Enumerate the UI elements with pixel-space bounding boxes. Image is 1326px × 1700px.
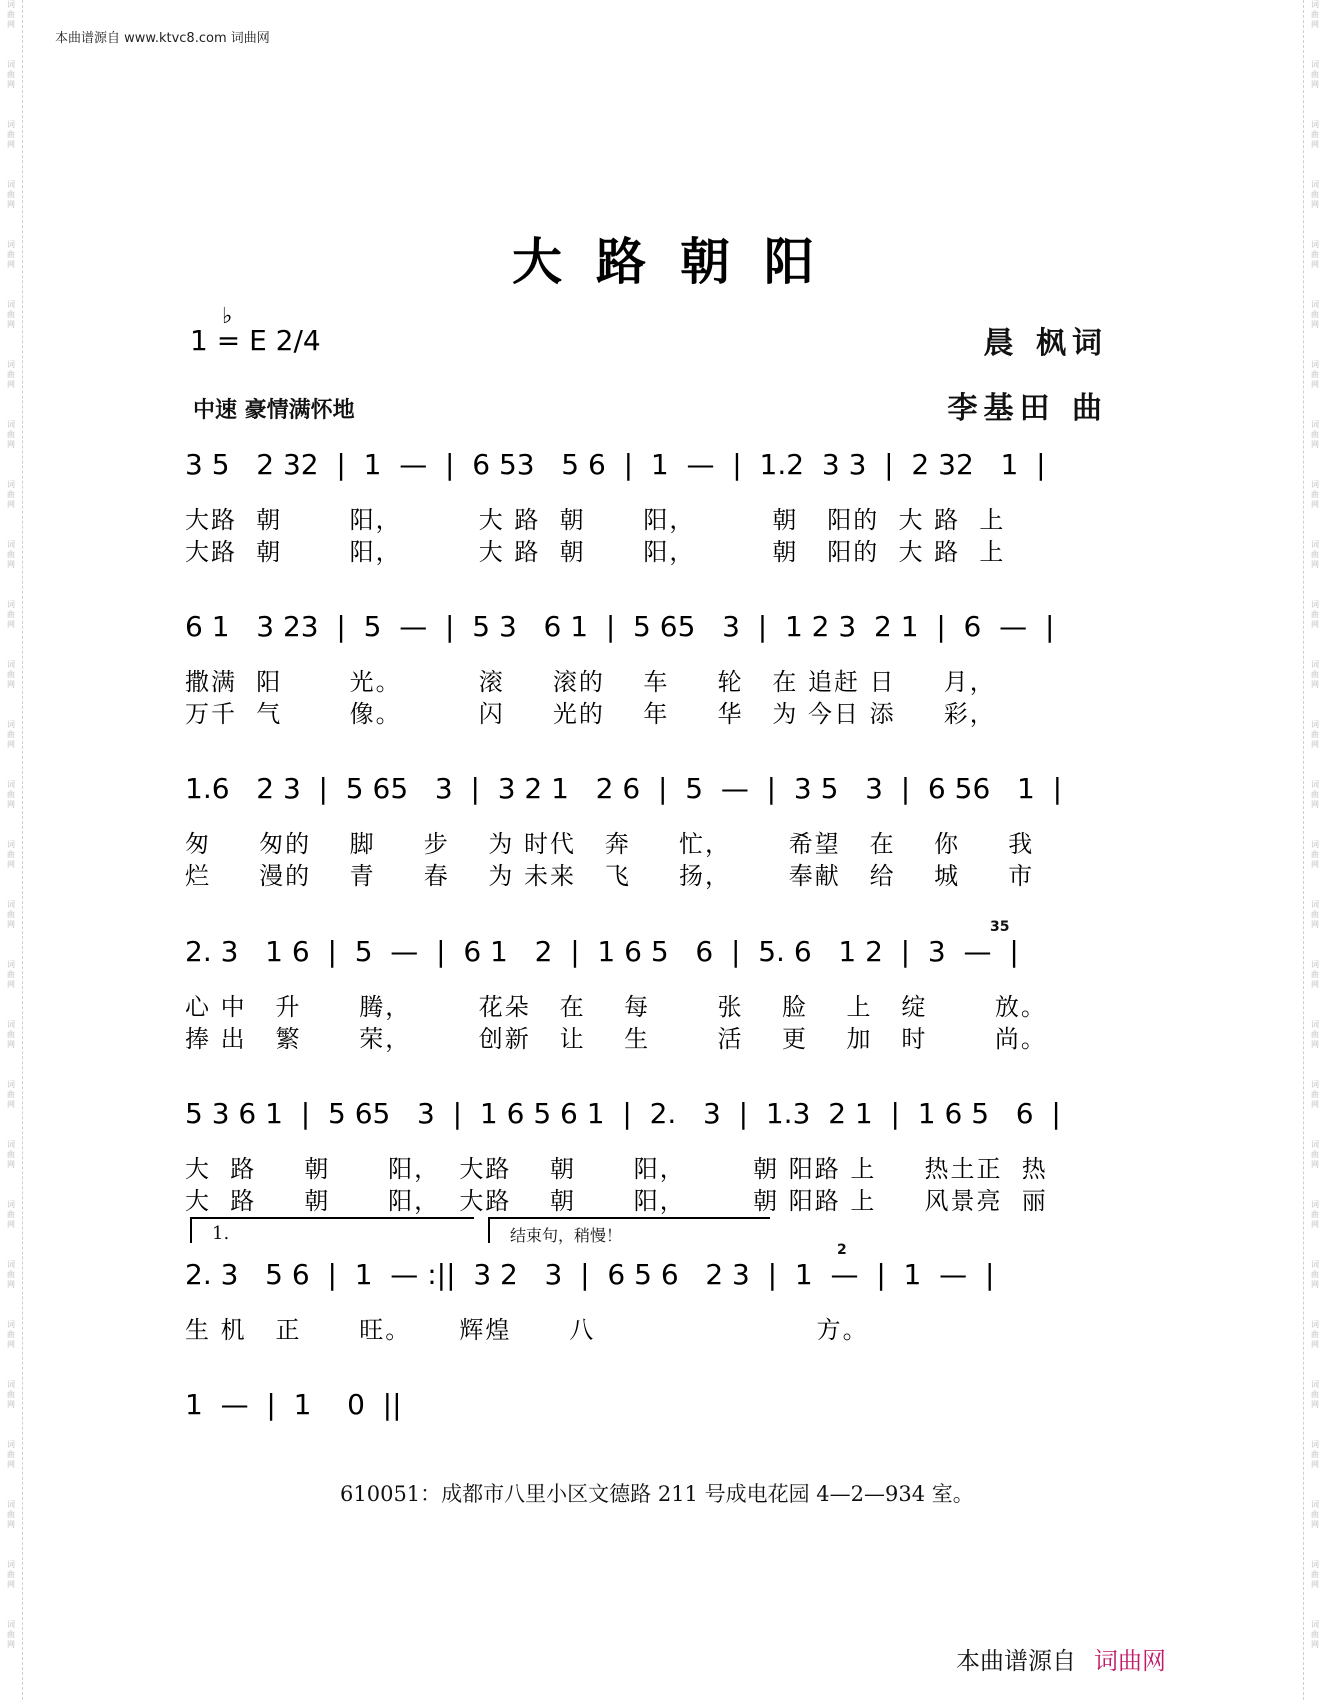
watermark-unit: 词曲网 <box>7 960 15 989</box>
watermark-unit: 词曲网 <box>1311 1380 1319 1409</box>
watermark-unit: 词曲网 <box>1311 660 1319 689</box>
watermark-unit: 词曲网 <box>1311 1320 1319 1349</box>
watermark-unit: 词曲网 <box>7 1440 15 1469</box>
score-system-1 <box>185 448 1115 564</box>
watermark-unit: 词曲网 <box>1311 720 1319 749</box>
watermark-unit: 词曲网 <box>7 420 15 449</box>
watermark-unit: 词曲网 <box>1311 780 1319 809</box>
tempo-marking: 中速 豪情满怀地 <box>193 398 355 423</box>
lyric-verse-1: 大路 朝 阳， 大 路 朝 阳， 朝 阳的 大 路 上 <box>185 506 1006 534</box>
watermark-unit: 词曲网 <box>1311 840 1319 869</box>
lyric-verse-2: 大 路 朝 阳， 大路 朝 阳， 朝 阳路 上 风景亮 丽 <box>185 1187 1048 1215</box>
lyric-verse-1: 匆 匆的 脚 步 为 时代 奔 忙， 希望 在 你 我 <box>185 830 1035 858</box>
flat-symbol: ♭ <box>222 304 233 329</box>
key-text: 1 = E 2/4 <box>190 324 321 357</box>
lyric-verse-1: 撒满 阳 光。 滚 滚的 车 轮 在 追赶 日 月， <box>185 668 996 696</box>
watermark-unit: 词曲网 <box>7 1380 15 1409</box>
watermark-unit: 词曲网 <box>7 360 15 389</box>
contact-address: 610051：成都市八里小区文德路 211 号成电花园 4—2—934 室。 <box>340 1482 974 1506</box>
lyricist: 晨 枫词 <box>983 326 1108 361</box>
watermark-unit: 词曲网 <box>1311 1080 1319 1109</box>
watermark-unit: 词曲网 <box>1311 60 1319 89</box>
score-system-7 <box>185 1388 1115 1428</box>
watermark-unit: 词曲网 <box>1311 240 1319 269</box>
score-system-4 <box>185 919 1115 1053</box>
watermark-unit: 词曲网 <box>1311 960 1319 989</box>
watermark-unit: 词曲网 <box>7 1020 15 1049</box>
notation-line: 2. 3 5 6 | 1 — :|| 3 2 3 | 6 5 6 2 3 | 1 — | 1 — | <box>185 1258 995 1291</box>
score-system-5 <box>185 1097 1115 1213</box>
lyric-verse-1: 心 中 升 腾， 花朵 在 每 张 脸 上 绽 放。 <box>185 993 1047 1021</box>
watermark-unit: 词曲网 <box>7 0 15 29</box>
watermark-unit: 词曲网 <box>7 1620 15 1649</box>
grace-note: 35 <box>990 919 1010 935</box>
watermark-unit: 词曲网 <box>1311 300 1319 329</box>
watermark-unit: 词曲网 <box>1311 600 1319 629</box>
watermark-unit: 词曲网 <box>7 1260 15 1289</box>
watermark-unit: 词曲网 <box>7 720 15 749</box>
watermark-unit: 词曲网 <box>7 240 15 269</box>
second-ending-number: 2 <box>837 1242 847 1258</box>
second-ending-bracket <box>488 1217 770 1243</box>
watermark-unit: 词曲网 <box>7 180 15 209</box>
lyric-verse-2: 烂 漫的 青 春 为 未来 飞 扬， 奉献 给 城 市 <box>185 862 1035 890</box>
watermark-unit: 词曲网 <box>7 1140 15 1169</box>
notation-line: 1 — | 1 0 || <box>185 1388 402 1421</box>
watermark-unit: 词曲网 <box>1311 420 1319 449</box>
notation-line: 1.6 2 3 | 5 65 3 | 3 2 1 2 6 | 5 — | 3 5 3 | 6 56 1 | <box>185 772 1063 805</box>
notation-line: 6 1 3 23 | 5 — | 5 3 6 1 | 5 65 3 | 1 2 3 2 1 | 6 — | <box>185 610 1055 643</box>
notation-line: 5 3 6 1 | 5 65 3 | 1 6 5 6 1 | 2. 3 | 1.3 2 1 | 1 6 5 6 | <box>185 1097 1061 1130</box>
watermark-unit: 词曲网 <box>7 660 15 689</box>
watermark-unit: 词曲网 <box>1311 0 1319 29</box>
lyric-verse-2: 捧 出 繁 荣， 创新 让 生 活 更 加 时 尚。 <box>185 1025 1047 1053</box>
lyric-verse-2: 大路 朝 阳， 大 路 朝 阳， 朝 阳的 大 路 上 <box>185 538 1006 566</box>
watermark-unit: 词曲网 <box>7 840 15 869</box>
watermark-unit: 词曲网 <box>1311 540 1319 569</box>
watermark-unit: 词曲网 <box>1311 1020 1319 1049</box>
footer-source <box>956 1641 1166 1676</box>
watermark-unit: 词曲网 <box>7 900 15 929</box>
watermark-unit: 词曲网 <box>7 1080 15 1109</box>
composer: 李基田 曲 <box>947 391 1108 426</box>
score-system-6 <box>185 1242 1115 1344</box>
watermark-unit: 词曲网 <box>7 1320 15 1349</box>
first-ending-label: 1. <box>212 1223 230 1244</box>
lyric-verse-2: 万千 气 像。 闪 光的 年 华 为 今日 添 彩， <box>185 700 996 728</box>
notation-line: 2. 3 1 6 | 5 — | 6 1 2 | 1 6 5 6 | 5. 6 1 2 | 3 — | <box>185 935 1019 968</box>
watermark-unit: 词曲网 <box>7 1500 15 1529</box>
lyric-verse-1: 大 路 朝 阳， 大路 朝 阳， 朝 阳路 上 热土正 热 <box>185 1155 1048 1183</box>
watermark-unit: 词曲网 <box>7 600 15 629</box>
score-system-2 <box>185 610 1115 726</box>
watermark-unit: 词曲网 <box>7 480 15 509</box>
ending-note: 结束句，稍慢！ <box>510 1226 623 1245</box>
song-title: 大路朝阳 <box>512 233 848 291</box>
watermark-unit: 词曲网 <box>1311 1620 1319 1649</box>
watermark-unit: 词曲网 <box>7 780 15 809</box>
watermark-unit: 词曲网 <box>7 300 15 329</box>
key-signature <box>190 304 321 357</box>
watermark-unit: 词曲网 <box>7 60 15 89</box>
watermark-unit: 词曲网 <box>1311 120 1319 149</box>
watermark-unit: 词曲网 <box>1311 1200 1319 1229</box>
watermark-unit: 词曲网 <box>1311 1440 1319 1469</box>
score-system-3 <box>185 772 1115 888</box>
watermark-unit: 词曲网 <box>1311 480 1319 509</box>
watermark-unit: 词曲网 <box>1311 1500 1319 1529</box>
watermark-unit: 词曲网 <box>1311 360 1319 389</box>
watermark-unit: 词曲网 <box>7 1200 15 1229</box>
header-source-text: 本曲谱源自 www.ktvc8.com 词曲网 <box>55 31 270 46</box>
lyric-verse-1: 生 机 正 旺。 辉煌 八 方。 <box>185 1316 869 1344</box>
watermark-unit: 词曲网 <box>1311 1140 1319 1169</box>
footer-site-link[interactable]: 词曲网 <box>1094 1647 1166 1675</box>
notation-line: 3 5 2 32 | 1 — | 6 53 5 6 | 1 — | 1.2 3 3 | 2 32 1 | <box>185 448 1046 481</box>
watermark-unit: 词曲网 <box>1311 1560 1319 1589</box>
watermark-unit: 词曲网 <box>1311 180 1319 209</box>
watermark-unit: 词曲网 <box>7 1560 15 1589</box>
first-ending-bracket <box>190 1217 474 1243</box>
watermark-unit: 词曲网 <box>7 120 15 149</box>
watermark-unit: 词曲网 <box>1311 1260 1319 1289</box>
watermark-unit: 词曲网 <box>7 540 15 569</box>
watermark-unit: 词曲网 <box>1311 900 1319 929</box>
footer-prefix: 本曲谱源自 <box>956 1647 1076 1675</box>
